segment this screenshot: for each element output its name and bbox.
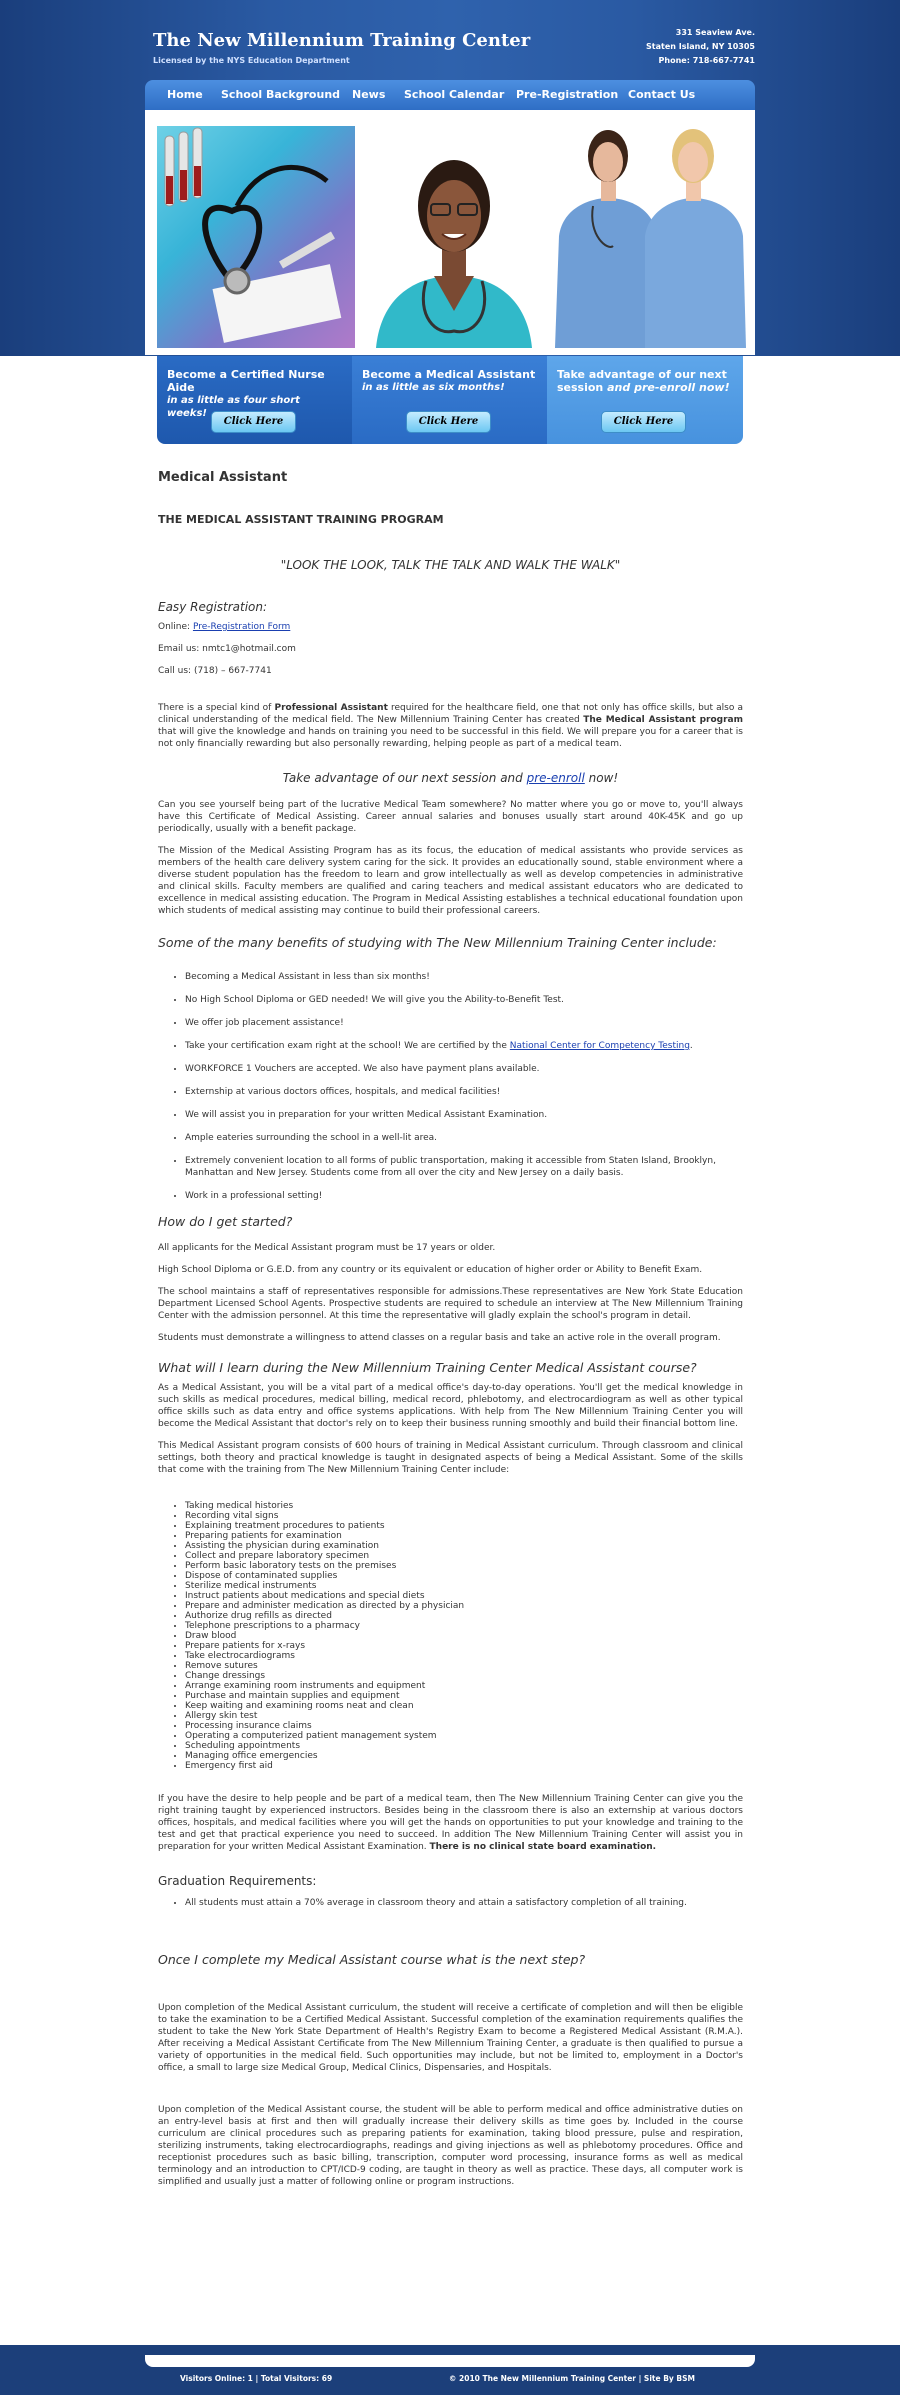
skill-item: • Arrange examining room instruments and equipment xyxy=(185,1681,743,1691)
list-item: • Externship at various doctors offices, hospitals, and medical facilities! xyxy=(185,1086,743,1098)
online-label: Online: xyxy=(158,622,193,632)
skill-item: • Prepare and administer medication as directed by a physician xyxy=(185,1601,743,1611)
skill-item: • Remove sutures xyxy=(185,1661,743,1671)
main-content xyxy=(158,472,743,2198)
promo-title xyxy=(557,368,733,394)
list-item: • Extremely convenient location to all forms of public transportation, making it accessible from Staten Island, Brooklyn, Manhattan and New Jersey. Students come from all over the city and New Jersey on a daily basis. xyxy=(185,1155,743,1179)
skill-item: • Assisting the physician during examination xyxy=(185,1541,743,1551)
site-header xyxy=(145,22,755,74)
intro-paragraph: There is a special kind of Professional Assistant required for the healthcare field, one that not only has office skills, but also a clinical understanding of the medical field. The New Millennium Training Center has created The Medical Assistant program that will give the knowledge and hands on training you need to be successful in this field. We will prepare you for a career that is not only financially rewarding but also personally rewarding, helping people as part of a medical team. xyxy=(158,703,744,749)
benefits-heading: Some of the many benefits of studying with The New Millennium Training Center include: xyxy=(158,935,717,950)
stethoscope-photo xyxy=(157,126,355,348)
site-footer xyxy=(145,2355,755,2385)
desire-paragraph: If you have the desire to help people and be part of a medical team, then The New Millennium Training Center can give you the right training taught by experienced instructors. Besides being in the classroom there is also an externship at various doctors offices, hospitals, and medical facilities where you will get the hands on opportunities to put your knowledge and training to the test and get that practical experience you need to succeed. In addition The New Millennium Training Center will assist you in preparation for your written Medical Assistant Examination. There is no clinical state board examination. xyxy=(158,1794,743,1852)
copyright: © 2010 The New Millennium Training Center | Site By BSM xyxy=(448,2374,695,2383)
skill-item: • Operating a computerized patient management system xyxy=(185,1731,743,1741)
promo-medical-assistant xyxy=(352,356,547,444)
promo-title: Become a Certified Nurse Aide xyxy=(167,368,325,394)
list-item: • Work in a professional setting! xyxy=(185,1190,743,1202)
list-item: • No High School Diploma or GED needed! We will give you the Ability-to-Benefit Test. xyxy=(185,994,743,1006)
nav-school-calendar[interactable]: School Calendar xyxy=(404,88,505,101)
promo-title: Become a Medical Assistant xyxy=(362,368,536,381)
promo-title-text: Take advantage of our next session xyxy=(557,368,727,394)
attendance-paragraph: Students must demonstrate a willingness to attend classes on a regular basis and take an active role in the overall program. xyxy=(158,1333,721,1343)
footer-edge xyxy=(145,2355,755,2367)
skill-item: • Purchase and maintain supplies and equipment xyxy=(185,1691,743,1701)
main-nav xyxy=(145,80,755,110)
nav-home[interactable]: Home xyxy=(167,88,203,101)
nav-school-background[interactable]: School Background xyxy=(221,88,341,101)
skill-item: • Managing office emergencies xyxy=(185,1751,743,1761)
phone-number: Phone: 718-667-7741 xyxy=(658,56,755,65)
program-quote: "LOOK THE LOOK, TALK THE TALK AND WALK THE WALK" xyxy=(280,558,621,572)
skill-item: • Allergy skin test xyxy=(185,1711,743,1721)
skill-item: • Perform basic laboratory tests on the premises xyxy=(185,1561,743,1571)
skill-item: • Take electrocardiograms xyxy=(185,1651,743,1661)
skill-item: • Preparing patients for examination xyxy=(185,1531,743,1541)
pre-enroll-callout: Take advantage of our next session and pre-enroll now! xyxy=(282,771,619,785)
skill-item: • Dispose of contaminated supplies xyxy=(185,1571,743,1581)
list-item: • Becoming a Medical Assistant in less than six months! xyxy=(185,971,743,983)
learn-paragraph-1: As a Medical Assistant, you will be a vital part of a medical office's day-to-day operations. You'll get the medical knowledge in such skills as medical procedures, medical billing, medical record, phlebotomy, and electrocardiogram as well as other typical office skills such as data entry and office systems applications. With help from The New Millennium Training Center you will become the Medical Assistant that doctor's rely on to keep their business running smoothly and build their financial bottom line. xyxy=(158,1383,743,1429)
medical-assistant-click-here-button[interactable]: Click Here xyxy=(406,411,491,433)
skill-item: • Collect and prepare laboratory specimen xyxy=(185,1551,743,1561)
list-item: • Take your certification exam right at the school! We are certified by the National Center for Competency Testing. xyxy=(185,1040,743,1052)
easy-registration-heading: Easy Registration: xyxy=(158,600,268,614)
learn-paragraph-2: This Medical Assistant program consists of 600 hours of training in Medical Assistant curriculum. Through classroom and clinical settings, both theory and practical knowledge is taught in designated aspects of being a Medical Assistant. Some of the skills that come with the training from The New Millennium Training Center include: xyxy=(158,1441,743,1475)
pre-enroll-link[interactable]: pre-enroll xyxy=(526,771,585,785)
next-step-paragraph-1: Upon completion of the Medical Assistant curriculum, the student will receive a certificate of completion and will then be eligible to take the examination to be a Certified Medical Assistant. Successful completion of the examination requirements qualifies the student to take the New York State Department of Health's Registry Exam to become a Registered Medical Assistant (R.M.A.). After receiving a Medical Assistant Certificate from The New Millennium Training Center, a graduate is then qualified to pursue a variety of opportunities in the medical field. Such opportunities may include, but not be limited to, employment in a Doctor's office, a small to large size Medical Group, Medical Clinics, Dispensaries, and Hospitals. xyxy=(158,2003,743,2073)
promo-subtitle: in as little as four short weeks! xyxy=(167,395,300,419)
skills-list xyxy=(185,1501,743,1771)
program-heading: THE MEDICAL ASSISTANT TRAINING PROGRAM xyxy=(158,513,444,526)
skill-item: • Sterilize medical instruments xyxy=(185,1581,743,1591)
visitor-counter: Visitors Online: 1 | Total Visitors: 69 xyxy=(180,2374,333,2383)
graduation-list xyxy=(185,1897,743,1909)
skill-item: • Change dressings xyxy=(185,1671,743,1681)
skill-item: • Scheduling appointments xyxy=(185,1741,743,1751)
admissions-paragraph: The school maintains a staff of representatives responsible for admissions.These representatives are New York State Education Department Licensed School Agents. Prospective students are required to schedule an interview at The New Millennium Training Center with the admission personnel. At this time the representative will gladly explain the school's program in detail. xyxy=(158,1287,743,1321)
page-title: Medical Assistant xyxy=(158,470,288,485)
skill-item: • Keep waiting and examining rooms neat and clean xyxy=(185,1701,743,1711)
skill-item: • Telephone prescriptions to a pharmacy xyxy=(185,1621,743,1631)
promo-next-session xyxy=(547,356,743,444)
promo-subtitle: in as little as six months! xyxy=(362,382,505,393)
skill-item: • Instruct patients about medications and special diets xyxy=(185,1591,743,1601)
nav-contact-us[interactable]: Contact Us xyxy=(628,88,696,101)
nav-pre-registration[interactable]: Pre-Registration xyxy=(516,88,619,101)
list-item: • We offer job placement assistance! xyxy=(185,1017,743,1029)
pre-registration-form-link[interactable]: Pre-Registration Form xyxy=(192,622,291,632)
skill-item: • Recording vital signs xyxy=(185,1511,743,1521)
graduation-heading: Graduation Requirements: xyxy=(158,1874,317,1888)
list-item: • Ample eateries surrounding the school in a well-lit area. xyxy=(185,1132,743,1144)
skill-item: • Draw blood xyxy=(185,1631,743,1641)
mission-paragraph: The Mission of the Medical Assisting Program has as its focus, the education of medical assistants who provide services as members of the health care delivery system caring for the sick. It provides an educationally sound, stable environment where a diverse student population has the freedom to learn and grow intellectually as well as develop competencies in administrative and clinical skills. Faculty members are qualified and caring teachers and medical assistant educators who are dedicated to excellence in medical assisting education. The Program in Medical Assisting establishes a technical educational foundation upon which students of medical assisting may continue to build their professional careers. xyxy=(158,846,743,916)
site-title[interactable]: The New Millennium Training Center xyxy=(153,30,531,51)
skill-item: • Emergency first aid xyxy=(185,1761,743,1771)
promo-strip xyxy=(157,356,743,444)
list-item: • We will assist you in preparation for your written Medical Assistant Examination. xyxy=(185,1109,743,1121)
online-registration xyxy=(158,621,743,633)
phone-contact: Call us: (718) – 667-7741 xyxy=(158,666,272,676)
email-contact: Email us: nmtc1@hotmail.com xyxy=(158,644,296,654)
get-started-heading: How do I get started? xyxy=(158,1214,293,1229)
skill-item: • Explaining treatment procedures to patients xyxy=(185,1521,743,1531)
list-item: • WORKFORCE 1 Vouchers are accepted. We also have payment plans available. xyxy=(185,1063,743,1075)
contact-address xyxy=(646,26,755,68)
medical-assistants-photo xyxy=(553,126,748,348)
education-requirement: High School Diploma or G.E.D. from any country or its equivalent or education of higher order or Ability to Benefit Exam. xyxy=(158,1265,703,1275)
skill-item: • Processing insurance claims xyxy=(185,1721,743,1731)
age-requirement: All applicants for the Medical Assistant program must be 17 years or older. xyxy=(158,1243,496,1253)
career-paragraph: Can you see yourself being part of the lucrative Medical Team somewhere? No matter where you go or move to, you'll always have this Certificate of Medical Assisting. Career annual salaries and bonuses usually start around 40K-45K and go up periodically, usually with a benefit package. xyxy=(158,800,743,834)
skill-item: • Prepare patients for x-rays xyxy=(185,1641,743,1651)
promo-nurse-aide xyxy=(157,356,352,444)
hero-banner xyxy=(145,110,755,355)
skill-item: • Taking medical histories xyxy=(185,1501,743,1511)
pre-enroll-click-here-button[interactable]: Click Here xyxy=(601,411,686,433)
next-step-paragraph-2: Upon completion of the Medical Assistant course, the student will be able to perform medical and office administrative duties on an entry-level basis at first and then will gradually increase their delivery skills as time goes by. Included in the course curriculum are clinical procedures such as preparing patients for examination, taking blood pressure, pulse and respiration, sterilizing instruments, taking electrocardiographs, readings and giving injections as well as phlebotomy procedures. Office and receptionist procedures such as basic billing, transcription, computer word processing, insurance forms as well as medical terminology and an introduction to CPT/ICD-9 coding, are taught in theory as well as practice. These days, all computer work is simplified and usually just a matter of following online or program instructions. xyxy=(158,2105,743,2187)
list-item: • All students must attain a 70% average in classroom theory and attain a satisfactory completion of all training. xyxy=(185,1897,743,1909)
promo-title-em: and pre-enroll now! xyxy=(607,381,730,394)
next-step-heading: Once I complete my Medical Assistant course what is the next step? xyxy=(158,1952,586,1967)
nurse-aide-click-here-button[interactable]: Click Here xyxy=(211,411,296,433)
benefits-list xyxy=(185,971,743,1202)
address-line-2: Staten Island, NY 10305 xyxy=(646,42,755,51)
site-subtitle: Licensed by the NYS Education Department xyxy=(153,56,350,65)
ncct-link[interactable]: National Center for Competency Testing xyxy=(509,1041,690,1051)
skill-item: • Authorize drug refills as directed xyxy=(185,1611,743,1621)
address-line-1: 331 Seaview Ave. xyxy=(675,28,755,37)
learn-heading: What will I learn during the New Millennium Training Center Medical Assistant course? xyxy=(158,1360,697,1375)
nurse-portrait-photo xyxy=(356,126,552,348)
nav-news[interactable]: News xyxy=(352,88,386,101)
